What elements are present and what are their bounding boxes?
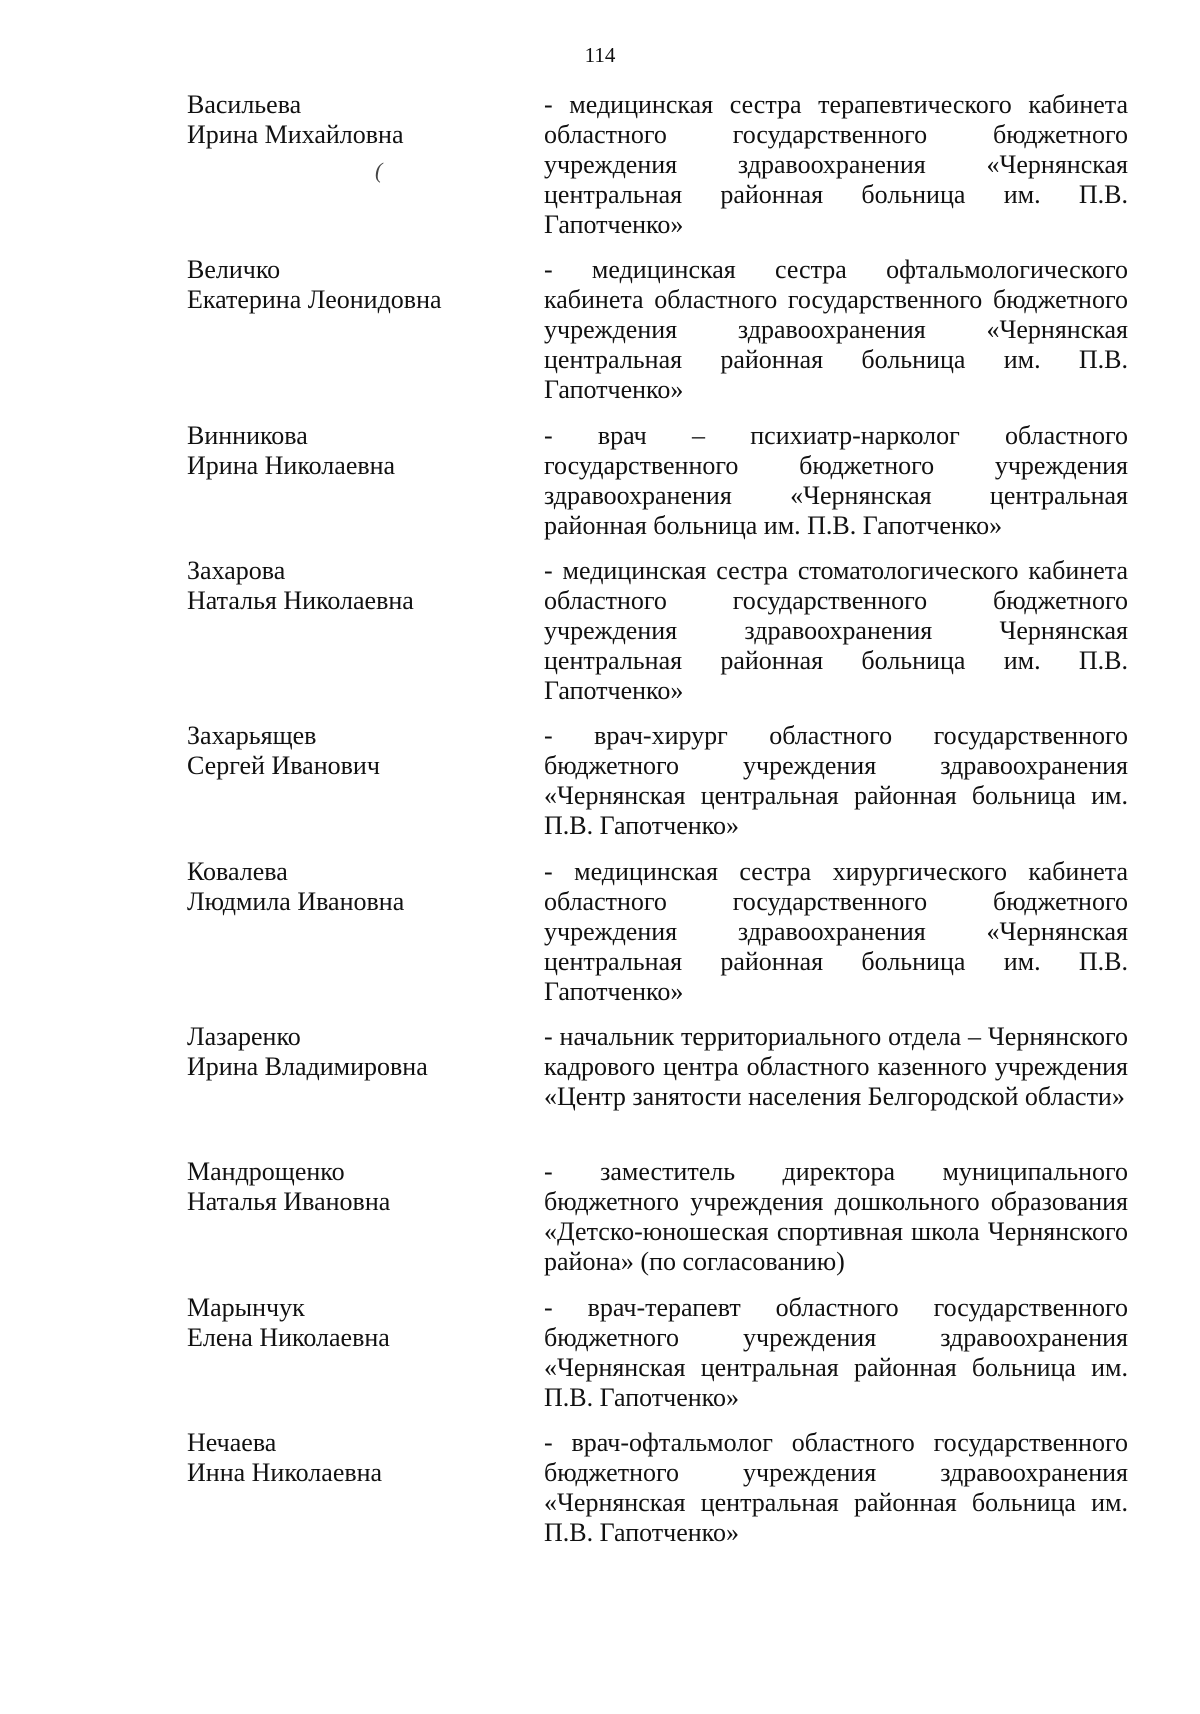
- person-surname: Лазаренко: [187, 1022, 301, 1051]
- person-given-name: Ирина Михайловна: [187, 120, 404, 149]
- person-position: - медицинская сестра терапевтического кабинета областного государственного бюджетного учреждения здравоохранения «Чернянская центральная районная больница им. П.В. Гапотченко»: [544, 90, 1128, 239]
- person-surname: Винникова: [187, 421, 308, 450]
- person-position: - медицинская сестра хирургического кабинета областного государственного бюджетного учреждения здравоохранения «Чернянская центральная районная больница им. П.В. Гапотченко»: [544, 857, 1128, 1006]
- person-surname: Ковалева: [187, 857, 288, 886]
- person-given-name: Людмила Ивановна: [187, 887, 405, 916]
- person-given-name: Елена Николаевна: [187, 1323, 390, 1352]
- person-given-name: Инна Николаевна: [187, 1458, 383, 1487]
- person-surname: Захарова: [187, 556, 286, 585]
- person-given-name: Екатерина Леонидовна: [187, 285, 442, 314]
- person-name: [187, 255, 507, 315]
- person-surname: Нечаева: [187, 1428, 277, 1457]
- person-position: - врач – психиатр-нарколог областного государственного бюджетного учреждения здравоохранения «Чернянская центральная районная больница им. П.В. Гапотченко»: [544, 421, 1128, 540]
- person-position: - медицинская сестра стоматологического кабинета областного государственного бюджетного учреждения здравоохранения Чернянская центральная районная больница им. П.В. Гапотченко»: [544, 556, 1128, 705]
- person-given-name: Наталья Николаевна: [187, 586, 414, 615]
- person-name: [187, 1428, 507, 1488]
- person-given-name: Наталья Ивановна: [187, 1187, 391, 1216]
- person-name: [187, 1022, 507, 1082]
- person-position: - врач-хирург областного государственного бюджетного учреждения здравоохранения «Чернянская центральная районная больница им. П.В. Гапотченко»: [544, 721, 1128, 840]
- person-position: - врач-терапевт областного государственного бюджетного учреждения здравоохранения «Чернянская центральная районная больница им. П.В. Гапотченко»: [544, 1293, 1128, 1412]
- person-name: [187, 421, 507, 481]
- person-name: [187, 556, 507, 616]
- person-name: [187, 721, 507, 781]
- person-surname: Величко: [187, 255, 281, 284]
- person-given-name: Сергей Иванович: [187, 751, 380, 780]
- person-name: [187, 90, 507, 150]
- person-name: [187, 857, 507, 917]
- person-given-name: Ирина Николаевна: [187, 451, 396, 480]
- person-surname: Васильева: [187, 90, 302, 119]
- person-name: [187, 1293, 507, 1353]
- person-surname: Мандрощенко: [187, 1157, 345, 1186]
- person-surname: Марынчук: [187, 1293, 305, 1322]
- person-given-name: Ирина Владимировна: [187, 1052, 428, 1081]
- page-number: 114: [584, 43, 616, 67]
- person-position: - врач-офтальмолог областного государственного бюджетного учреждения здравоохранения «Чернянская центральная районная больница им. П.В. Гапотченко»: [544, 1428, 1128, 1547]
- person-position: - заместитель директора муниципального бюджетного учреждения дошкольного образования «Детско-юношеская спортивная школа Чернянского района» (по согласованию): [544, 1157, 1128, 1276]
- person-position: - медицинская сестра офтальмологического кабинета областного государственного бюджетного учреждения здравоохранения «Чернянская центральная районная больница им. П.В. Гапотченко»: [544, 255, 1128, 404]
- person-surname: Захарьящев: [187, 721, 317, 750]
- person-name: [187, 1157, 507, 1217]
- pen-mark: (: [375, 158, 383, 183]
- person-position: - начальник территориального отдела – Чернянского кадрового центра областного казенного учреждения «Центр занятости населения Белгородской области»: [544, 1022, 1128, 1111]
